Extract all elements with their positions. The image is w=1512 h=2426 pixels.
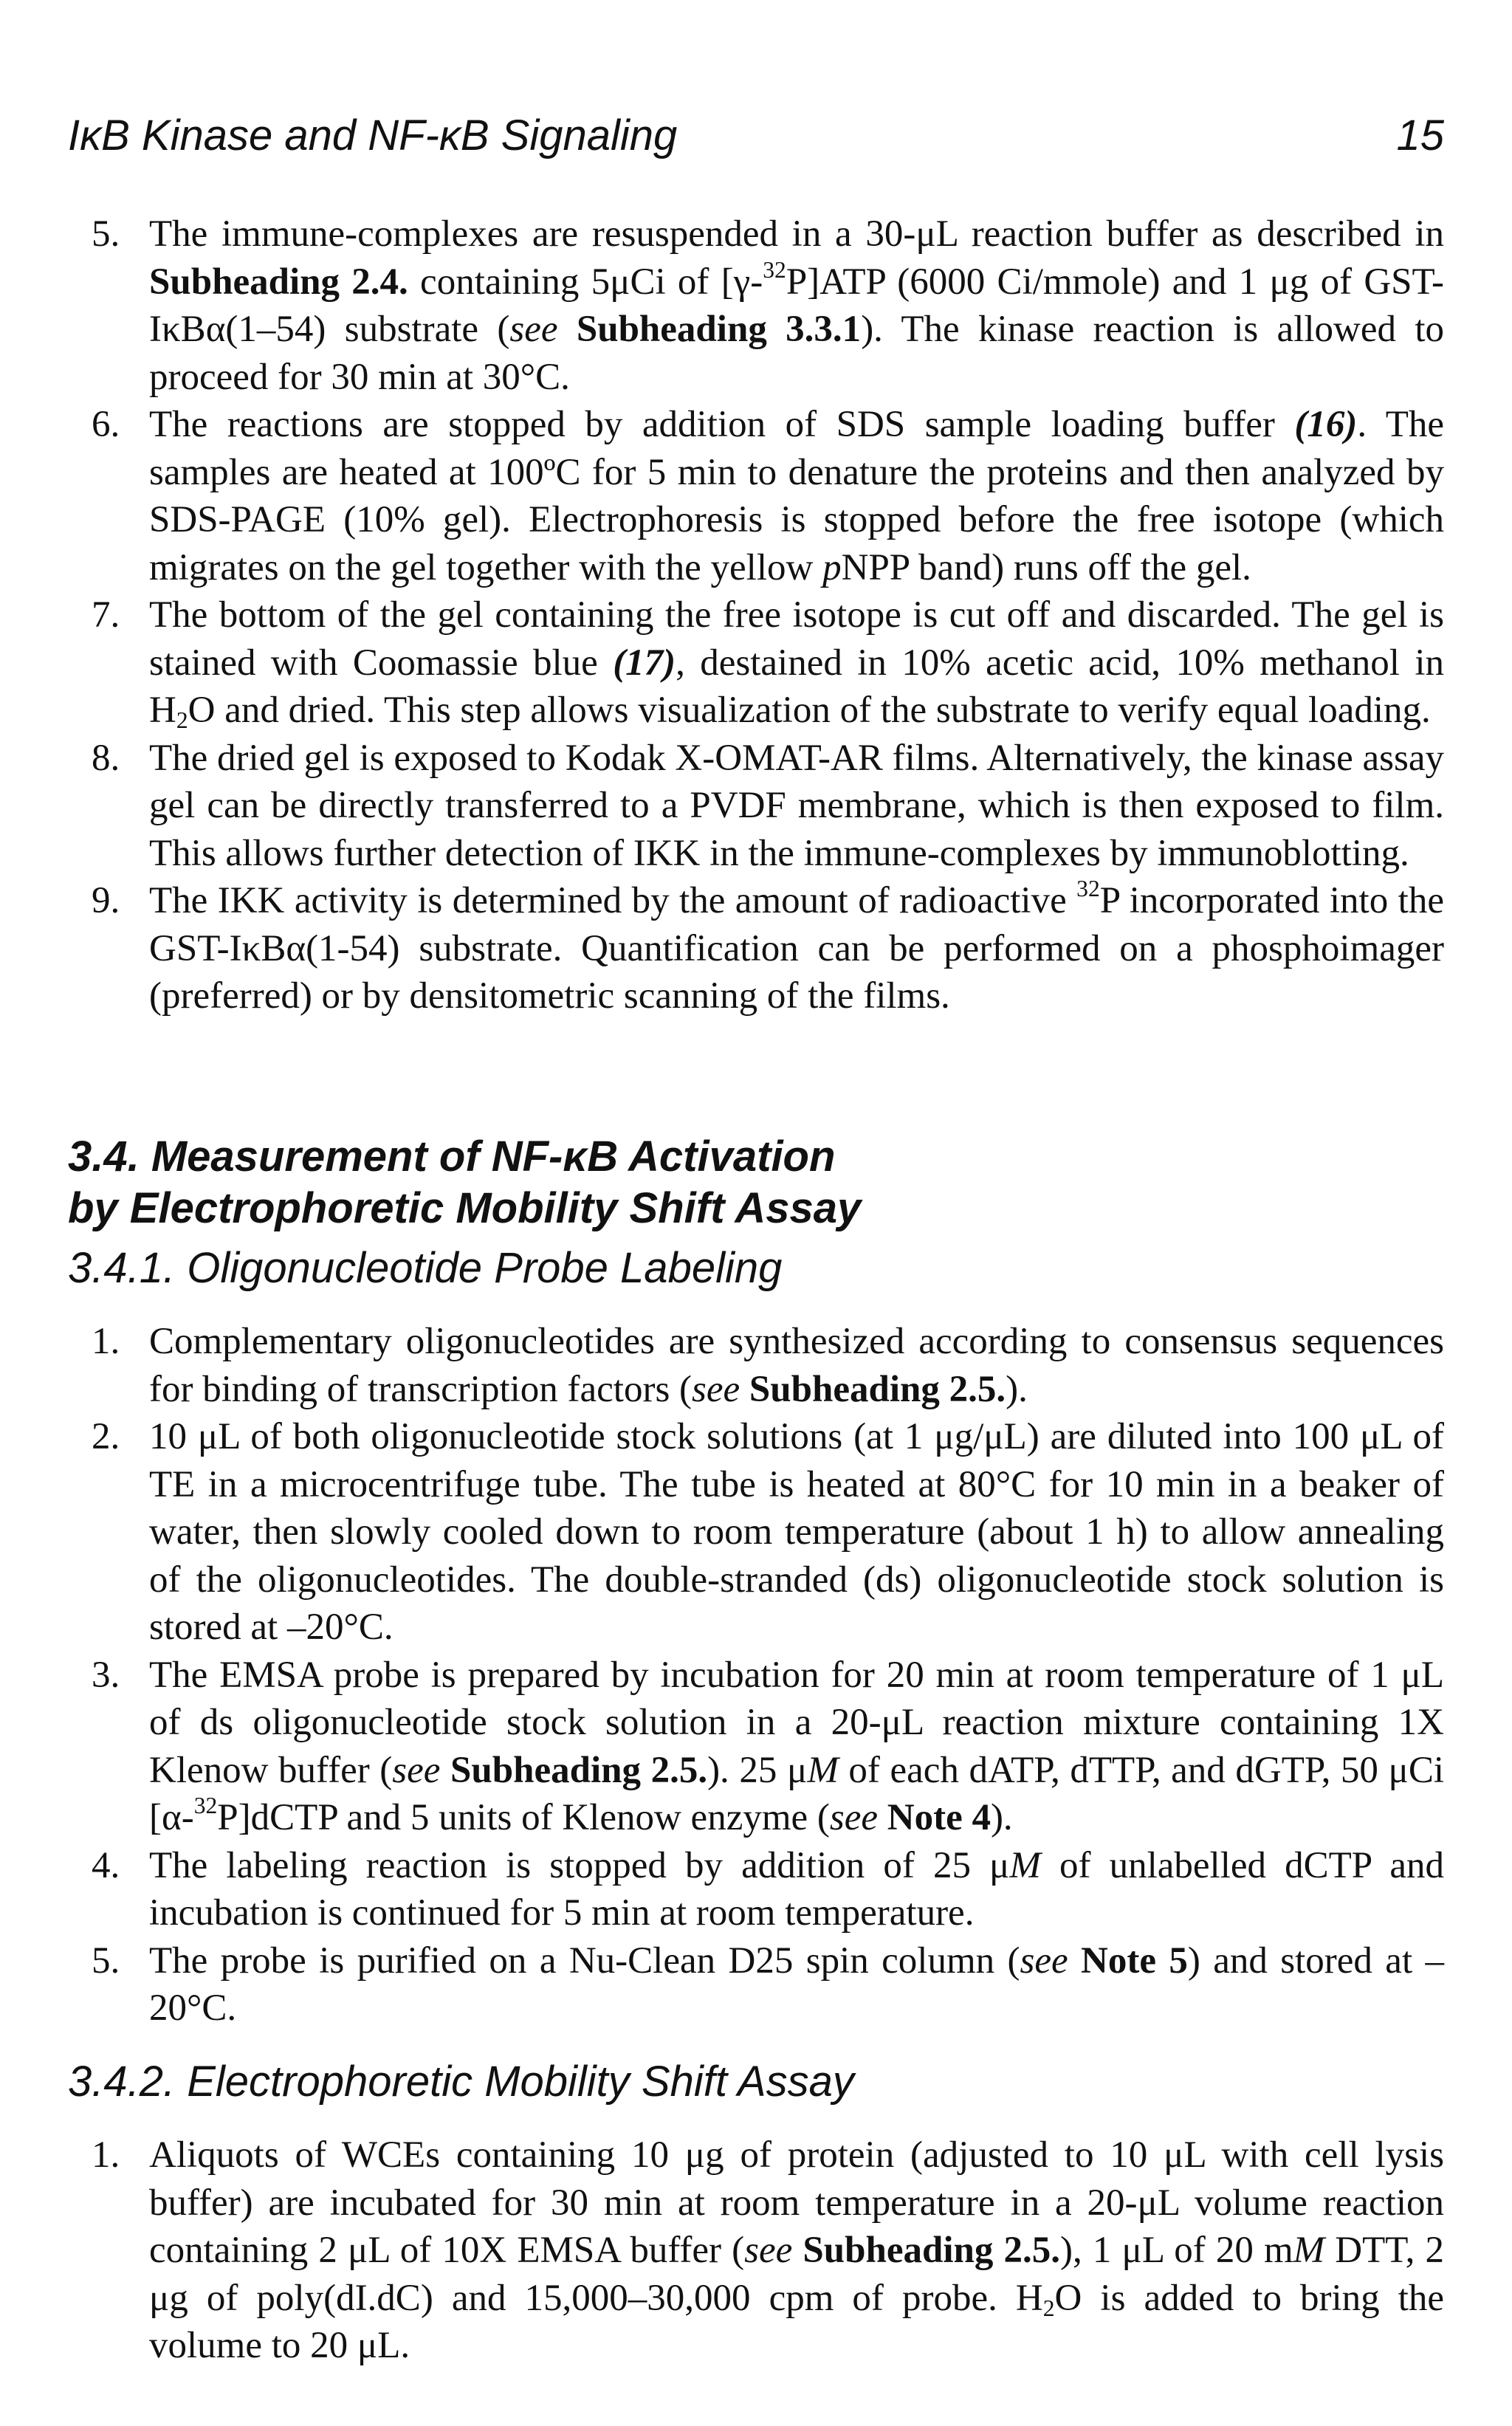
procedure-list-emsa	[68, 2131, 1444, 2370]
text-run: 2	[176, 707, 188, 733]
list-item	[68, 2131, 1444, 2370]
text-run: Note 4	[887, 1797, 991, 1838]
list-item	[68, 1842, 1444, 1937]
text-run: M	[1293, 2230, 1325, 2271]
running-head-title: IκB Kinase and NF-κB Signaling	[68, 111, 678, 159]
text-run: 32	[1076, 875, 1100, 901]
text-run	[740, 1369, 749, 1410]
text-run: P]ATP (6000 Ci/mmole) and 1 μg of GST-IκBα(1–54) substrate (	[149, 261, 1444, 350]
text-run: see	[744, 2230, 793, 2271]
text-run: 2	[1042, 2295, 1055, 2321]
section-heading-line-1: 3.4. Measurement of NF-κB Activation	[68, 1133, 836, 1181]
text-run: Subheading 2.4.	[149, 261, 408, 303]
list-item-number: 5.	[92, 213, 120, 255]
running-head	[68, 111, 1444, 170]
text-run: O and dried. This step allows visualization of the substrate to verify equal loading.	[188, 690, 1431, 731]
text-run: of each dATP, dTTP, and dGTP, 50 μCi [α-	[149, 1749, 1445, 1838]
list-item	[68, 401, 1444, 591]
list-item-number: 7.	[92, 594, 120, 636]
text-run	[440, 1750, 450, 1791]
text-run: The probe is purified on a Nu-Clean D25 spin column (	[149, 1939, 1020, 1982]
text-run: DTT, 2 μg of poly(dI.dC) and 15,000–30,000 cpm of probe. H	[149, 2230, 1444, 2319]
text-run: The reactions are stopped by addition of SDS sample loading buffer	[149, 404, 1295, 445]
section-heading	[68, 1131, 861, 1234]
text-run: , destained in 10% acetic acid, 10% methanol in H	[149, 642, 1444, 731]
text-run: The dried gel is exposed to Kodak X-OMAT-AR films. Alternatively, the kinase assay gel can be directly transferred to a PVDF membrane, which is then exposed to film. This allows further detection of IKK in the immune-complexes by immunoblotting.	[149, 737, 1444, 874]
text-run	[878, 1797, 887, 1838]
text-run: O is added to bring the volume to 20 μL.	[149, 2277, 1445, 2366]
list-item-number: 8.	[92, 737, 120, 779]
text-run	[1068, 1940, 1081, 1982]
text-run: ). The kinase reaction is allowed to proceed for 30 min at 30°C.	[149, 309, 1445, 398]
text-run: 32	[193, 1792, 218, 1818]
list-item	[68, 877, 1444, 1020]
list-item-number: 6.	[92, 404, 120, 445]
list-item-number: 4.	[92, 1844, 120, 1886]
list-item-number: 3.	[92, 1654, 120, 1696]
list-item	[68, 735, 1444, 878]
text-run: (17)	[613, 642, 676, 684]
text-run: ).	[1006, 1368, 1028, 1410]
section-heading-line-2: by Electrophoretic Mobility Shift Assay	[68, 1184, 862, 1232]
text-run: ) and stored at –20°C.	[149, 1939, 1445, 2029]
text-run: The labeling reaction is stopped by addition of 25 μ	[149, 1844, 1010, 1886]
text-run: see	[509, 309, 558, 350]
list-item-number: 9.	[92, 880, 120, 921]
list-item	[68, 1937, 1444, 2032]
text-run: Aliquots of WCEs containing 10 μg of protein (adjusted to 10 μL with cell lysis buffer) are incubated for 30 min at room temperature in a 20-μL volume reaction containing 2 μL of 10X EMSA buffer (	[149, 2134, 1444, 2271]
text-run: The bottom of the gel containing the free isotope is cut off and discarded. The gel is stained with Coomassie blue	[149, 594, 1444, 684]
text-run: Subheading 2.5.	[749, 1368, 1006, 1410]
subheading-emsa: 3.4.2. Electrophoretic Mobility Shift Assay	[68, 2058, 854, 2106]
text-run: of unlabelled dCTP and incubation is continued for 5 min at room temperature.	[149, 1844, 1444, 1934]
list-item	[68, 210, 1444, 401]
text-run: NPP band) runs off the gel.	[841, 546, 1251, 588]
list-item-number: 2.	[92, 1416, 120, 1457]
text-run: ), 1 μL of 20 m	[1060, 2230, 1293, 2271]
text-run: containing 5μCi of [γ-	[408, 261, 763, 303]
text-run: . The samples are heated at 100ºC for 5 min to denature the proteins and then analyzed by SDS-PAGE (10% gel). Electrophoresis is stopped before the free isotope (which migrates on the gel together with the yellow	[149, 404, 1445, 588]
text-run: Subheading 3.3.1	[576, 309, 862, 350]
list-item-number: 1.	[92, 2134, 120, 2176]
text-run: Subheading 2.5.	[450, 1749, 708, 1791]
list-item-number: 1.	[92, 1321, 120, 1362]
text-run: p	[822, 546, 842, 588]
procedure-list-probe-labeling	[68, 1318, 1444, 2032]
text-run: P]dCTP and 5 units of Klenow enzyme (	[217, 1797, 830, 1838]
text-run: The EMSA probe is prepared by incubation for 20 min at room temperature of 1 μL of ds oligonucleotide stock solution in a 20-μL reaction mixture containing 1X Klenow buffer (	[149, 1654, 1444, 1791]
text-run: 32	[763, 256, 786, 283]
list-item	[68, 591, 1444, 735]
list-item	[68, 1318, 1444, 1413]
text-run: (16)	[1294, 404, 1358, 445]
text-run: Complementary oligonucleotides are synthesized according to consensus sequences for binding of transcription factors (	[149, 1321, 1444, 1410]
text-run: Subheading 2.5.	[803, 2230, 1061, 2271]
procedure-list-kinase-assay	[68, 210, 1444, 1020]
text-run: see	[1020, 1939, 1068, 1982]
list-item	[68, 1413, 1444, 1652]
text-run: The IKK activity is determined by the amount of radioactive	[149, 880, 1077, 921]
text-run: ). 25 μ	[707, 1749, 808, 1791]
text-run: M	[1009, 1844, 1041, 1886]
list-item-number: 5.	[92, 1939, 120, 1982]
text-run	[557, 309, 576, 350]
text-run: Note 5	[1081, 1939, 1188, 1982]
text-run: see	[392, 1749, 441, 1791]
text-run: ).	[990, 1797, 1013, 1838]
text-run: see	[829, 1797, 878, 1838]
text-run: The immune-complexes are resuspended in a 30-μL reaction buffer as described in	[149, 213, 1444, 255]
text-run	[792, 2230, 803, 2271]
text-run: see	[692, 1368, 740, 1410]
list-item	[68, 1652, 1444, 1842]
text-run: 10 μL of both oligonucleotide stock solutions (at 1 μg/μL) are diluted into 100 μL of TE in a microcentrifuge tube. The tube is heated at 80°C for 10 min in a beaker of water, then slowly cooled down to room temperature (about 1 h) to allow annealing of the oligonucleotides. The double-stranded (ds) oligonucleotide stock solution is stored at –20°C.	[149, 1416, 1444, 1648]
subheading-probe-labeling: 3.4.1. Oligonucleotide Probe Labeling	[68, 1244, 783, 1292]
text-run: P incorporated into the GST-IκBα(1-54) substrate. Quantification can be performed on a phosphoimager (preferred) or by densitometric scanning of the films.	[149, 880, 1444, 1017]
page-number: 15	[1396, 111, 1444, 159]
text-run: M	[807, 1749, 839, 1791]
